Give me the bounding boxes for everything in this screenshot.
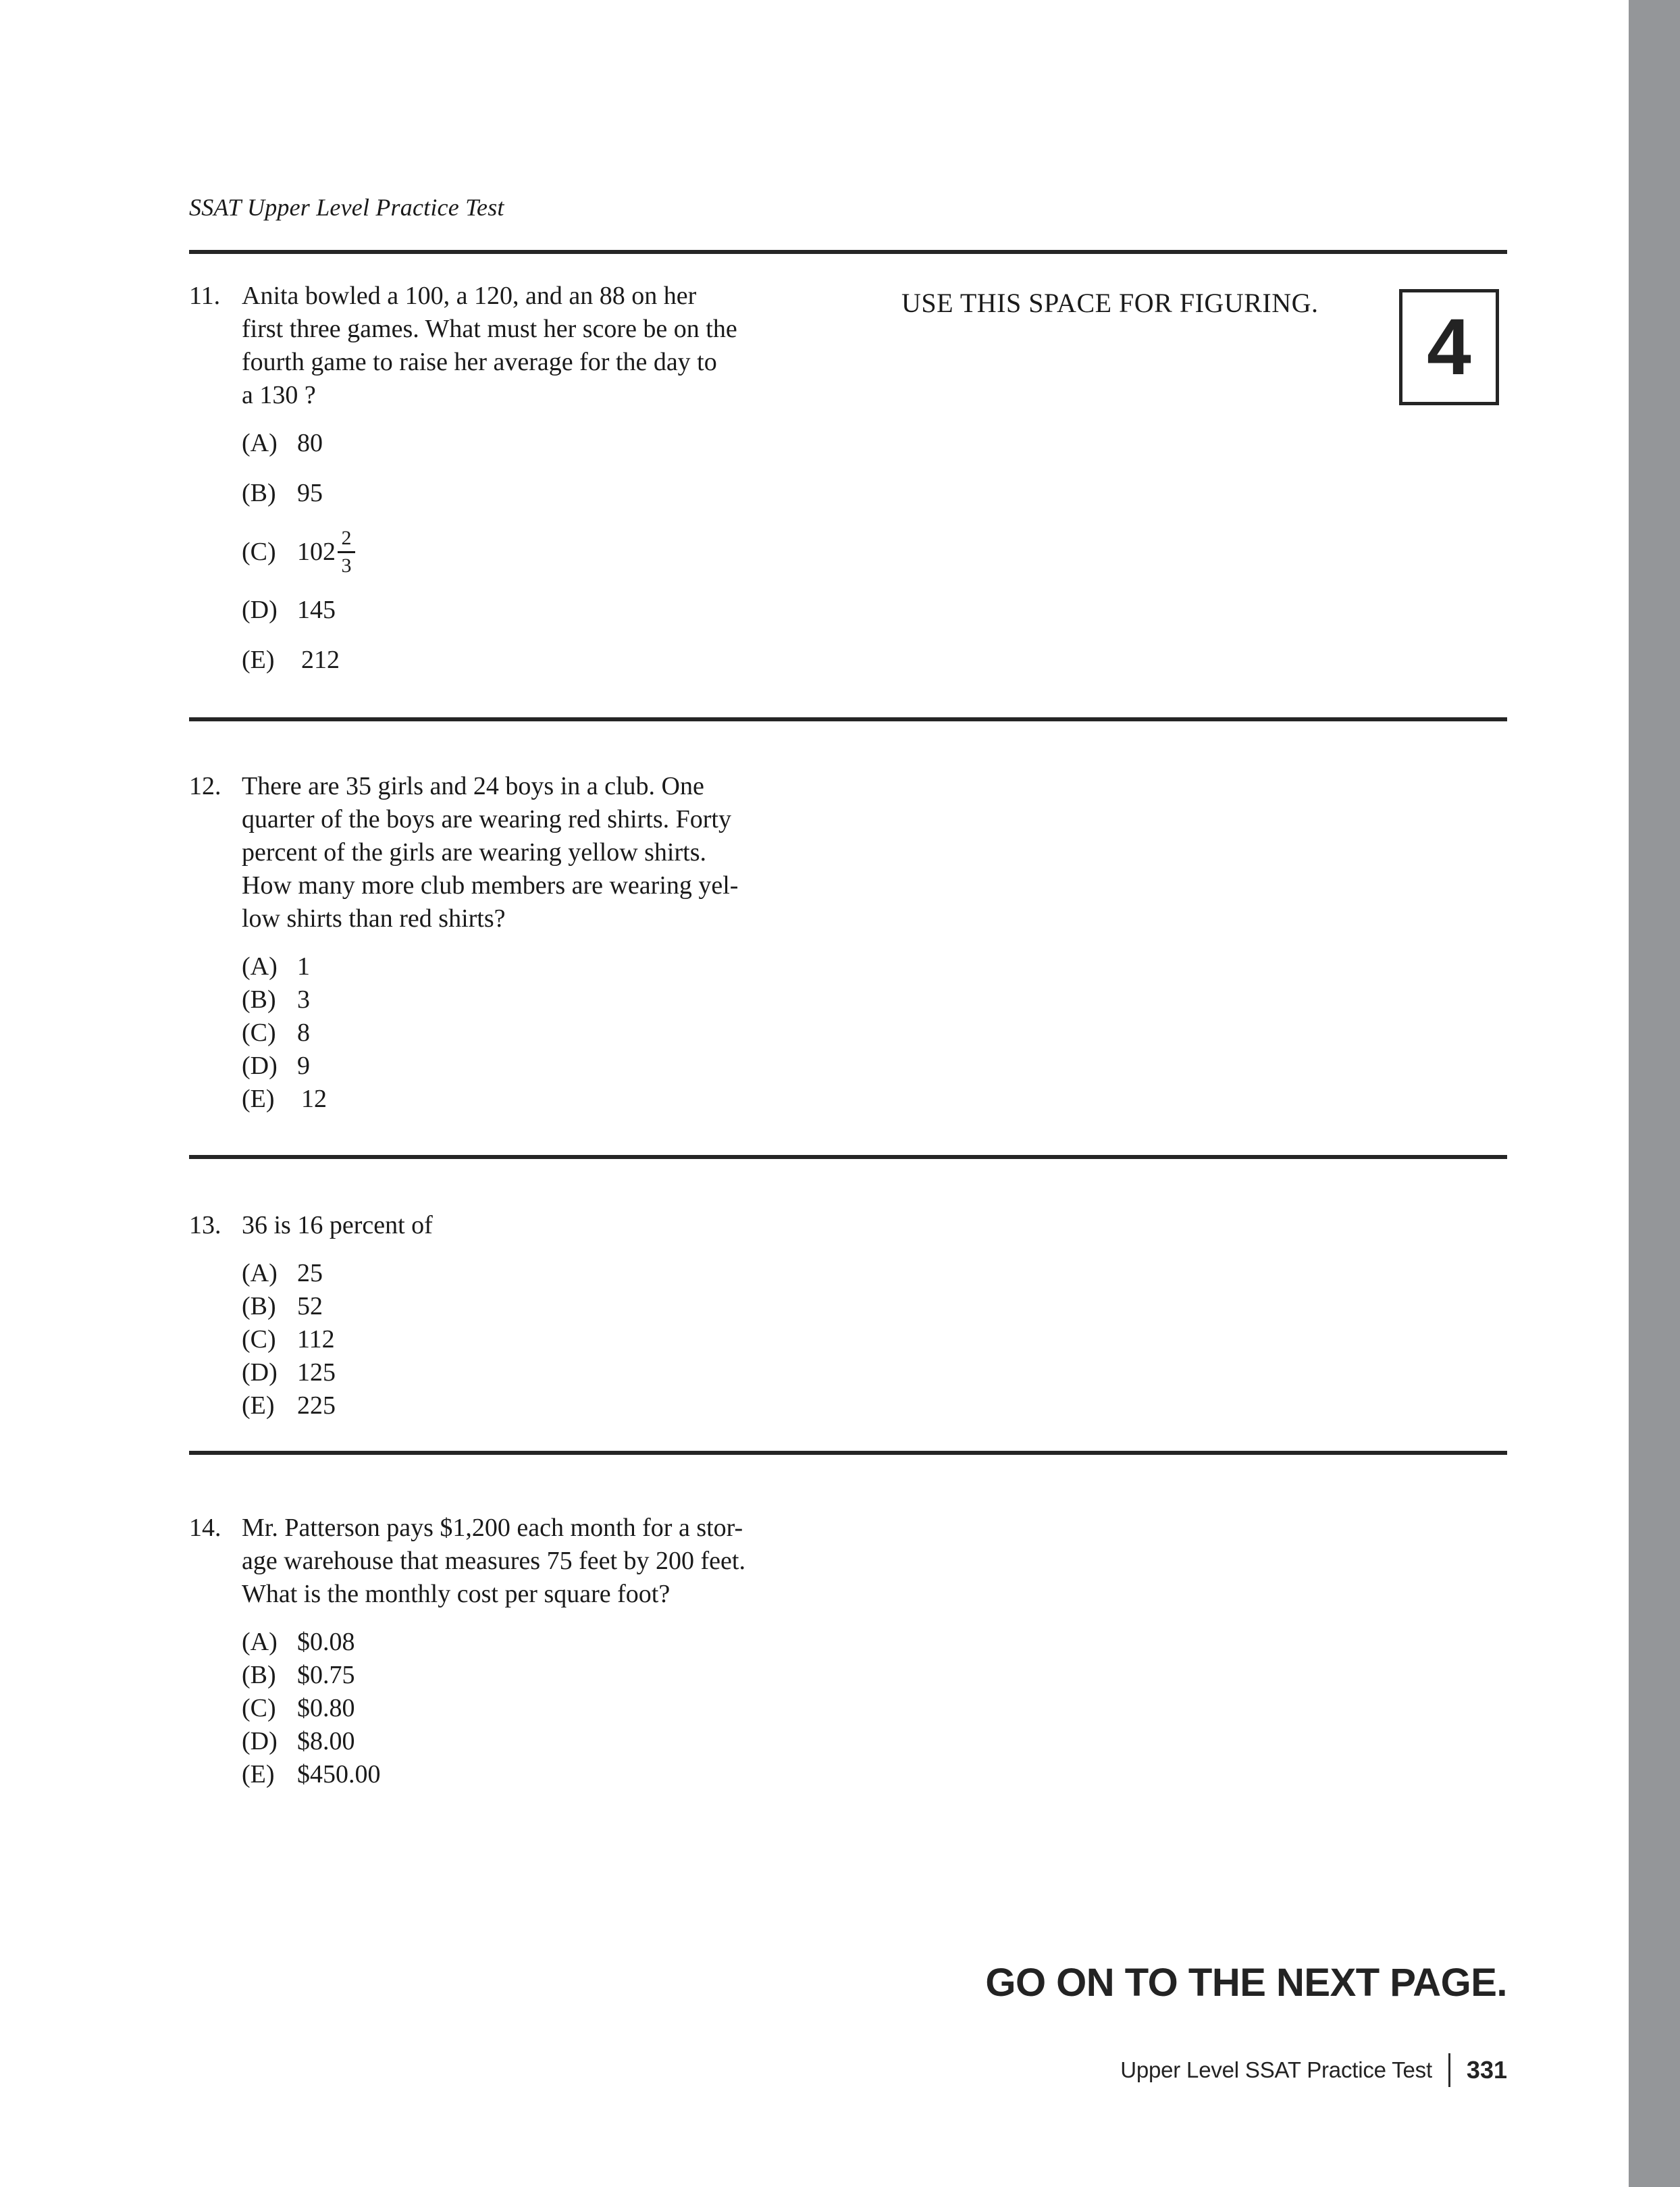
choice-letter: (A) xyxy=(242,1259,278,1287)
question-12-stem xyxy=(242,770,864,935)
choice-letter: (E) xyxy=(242,645,275,674)
choice-letter: (E) xyxy=(242,1085,275,1113)
stem-line: What is the monthly cost per square foot? xyxy=(242,1580,671,1608)
choice-option[interactable] xyxy=(242,477,864,510)
stem-line: percent of the girls are wearing yellow shirts. xyxy=(242,838,706,867)
page-footer xyxy=(1120,2053,1507,2087)
figuring-space-label: USE THIS SPACE FOR FIGURING. xyxy=(901,288,1319,318)
choice-option[interactable] xyxy=(242,644,864,677)
choice-option[interactable] xyxy=(242,1083,864,1116)
choice-value: $450.00 xyxy=(297,1760,381,1789)
question-14-stem xyxy=(242,1512,864,1611)
stem-line: age warehouse that measures 75 feet by 200 feet. xyxy=(242,1547,745,1575)
choice-value: 52 xyxy=(297,1292,323,1320)
question-12 xyxy=(189,770,864,1116)
stem-line: Anita bowled a 100, a 120, and an 88 on her xyxy=(242,282,697,310)
question-12-number: 12. xyxy=(189,772,221,800)
choice-option[interactable] xyxy=(242,1659,864,1692)
running-head: SSAT Upper Level Practice Test xyxy=(189,194,504,221)
choice-letter: (A) xyxy=(242,1628,278,1656)
question-12-choices xyxy=(189,950,864,1116)
choice-option[interactable] xyxy=(242,983,864,1017)
question-12-head xyxy=(189,770,864,935)
choice-option[interactable] xyxy=(242,1050,864,1083)
question-14 xyxy=(189,1512,864,1791)
question-11-stem xyxy=(242,280,864,412)
choice-option[interactable] xyxy=(242,1725,864,1758)
choice-value: $0.80 xyxy=(297,1694,355,1722)
choice-option[interactable] xyxy=(242,1692,864,1725)
choice-letter: (D) xyxy=(242,1727,278,1755)
section-number-box xyxy=(1399,289,1499,405)
question-14-head xyxy=(189,1512,864,1611)
go-on-to-next-page-notice: GO ON TO THE NEXT PAGE. xyxy=(985,1961,1507,2005)
choice-value: 12 xyxy=(301,1085,327,1113)
question-13-choices xyxy=(189,1257,864,1422)
choice-value: 25 xyxy=(297,1259,323,1287)
choice-value: 112 xyxy=(297,1325,335,1354)
choice-letter: (C) xyxy=(242,1019,276,1047)
choice-letter: (B) xyxy=(242,1292,276,1320)
stem-line: Mr. Patterson pays $1,200 each month for a stor- xyxy=(242,1514,743,1542)
choice-letter: (B) xyxy=(242,479,276,507)
question-13 xyxy=(189,1209,864,1422)
choice-letter: (A) xyxy=(242,952,278,981)
choice-option[interactable] xyxy=(242,594,864,627)
stem-line: How many more club members are wearing yel- xyxy=(242,871,739,900)
footer-source-text: Upper Level SSAT Practice Test xyxy=(1120,2057,1432,2082)
choice-option[interactable] xyxy=(242,1758,864,1791)
page-content xyxy=(189,0,1507,2187)
choice-option[interactable] xyxy=(242,427,864,460)
section-number: 4 xyxy=(1427,303,1471,392)
question-13-number: 13. xyxy=(189,1211,221,1239)
mixed-whole-number: 102 xyxy=(297,537,336,566)
choice-letter: (A) xyxy=(242,429,278,457)
choice-option[interactable] xyxy=(242,950,864,983)
choice-value-mixed-fraction xyxy=(297,527,355,577)
choice-letter: (E) xyxy=(242,1391,275,1420)
choice-option[interactable] xyxy=(242,1323,864,1356)
choice-value: $0.08 xyxy=(297,1628,355,1656)
choice-letter: (C) xyxy=(242,537,276,566)
choice-option[interactable] xyxy=(242,527,864,577)
stem-line: low shirts than red shirts? xyxy=(242,904,506,933)
question-13-head xyxy=(189,1209,864,1242)
stem-line: quarter of the boys are wearing red shirts. Forty xyxy=(242,805,731,833)
choice-letter: (B) xyxy=(242,985,276,1014)
question-14-choices xyxy=(189,1626,864,1791)
stem-line: fourth game to raise her average for the day to xyxy=(242,348,717,376)
choice-value: $0.75 xyxy=(297,1661,355,1689)
choice-value: 80 xyxy=(297,429,323,457)
question-11 xyxy=(189,280,864,694)
fraction-numerator: 2 xyxy=(341,527,352,549)
stem-line: first three games. What must her score be on the xyxy=(242,315,737,343)
choice-value: 225 xyxy=(297,1391,336,1420)
fraction-bar xyxy=(338,551,355,553)
footer-separator xyxy=(1448,2053,1450,2087)
choice-value: 1 xyxy=(297,952,310,981)
page-edge-gray-bar xyxy=(1629,0,1680,2187)
stem-line: a 130 ? xyxy=(242,381,316,409)
choice-letter: (C) xyxy=(242,1694,276,1722)
choice-option[interactable] xyxy=(242,1257,864,1290)
choice-value: 3 xyxy=(297,985,310,1014)
choice-letter: (D) xyxy=(242,1052,278,1080)
choice-value: 8 xyxy=(297,1019,310,1047)
choice-value: 125 xyxy=(297,1358,336,1387)
question-14-number: 14. xyxy=(189,1514,221,1542)
page-number: 331 xyxy=(1466,2056,1507,2084)
choice-value: 95 xyxy=(297,479,323,507)
stem-line: 36 is 16 percent of xyxy=(242,1211,433,1239)
choice-letter: (D) xyxy=(242,1358,278,1387)
choice-option[interactable] xyxy=(242,1389,864,1422)
question-11-head xyxy=(189,280,864,412)
choice-option[interactable] xyxy=(242,1017,864,1050)
question-11-number: 11. xyxy=(189,282,221,310)
question-13-divider-rule xyxy=(189,1451,1507,1455)
choice-letter: (C) xyxy=(242,1325,276,1354)
fraction xyxy=(338,528,355,577)
choice-letter: (D) xyxy=(242,595,278,624)
choice-letter: (E) xyxy=(242,1760,275,1789)
choice-value: 9 xyxy=(297,1052,310,1080)
choice-option[interactable] xyxy=(242,1626,864,1659)
choice-letter: (B) xyxy=(242,1661,276,1689)
choice-value: 145 xyxy=(297,595,336,624)
question-11-divider-rule xyxy=(189,717,1507,721)
header-rule xyxy=(189,250,1507,254)
stem-line: There are 35 girls and 24 boys in a club. One xyxy=(242,772,704,800)
choice-option[interactable] xyxy=(242,1290,864,1323)
question-13-stem xyxy=(242,1209,864,1242)
fraction-denominator: 3 xyxy=(341,555,352,577)
choice-value: 212 xyxy=(301,645,340,674)
choice-option[interactable] xyxy=(242,1356,864,1389)
question-11-choices xyxy=(189,427,864,677)
question-12-divider-rule xyxy=(189,1155,1507,1159)
choice-value: $8.00 xyxy=(297,1727,355,1755)
